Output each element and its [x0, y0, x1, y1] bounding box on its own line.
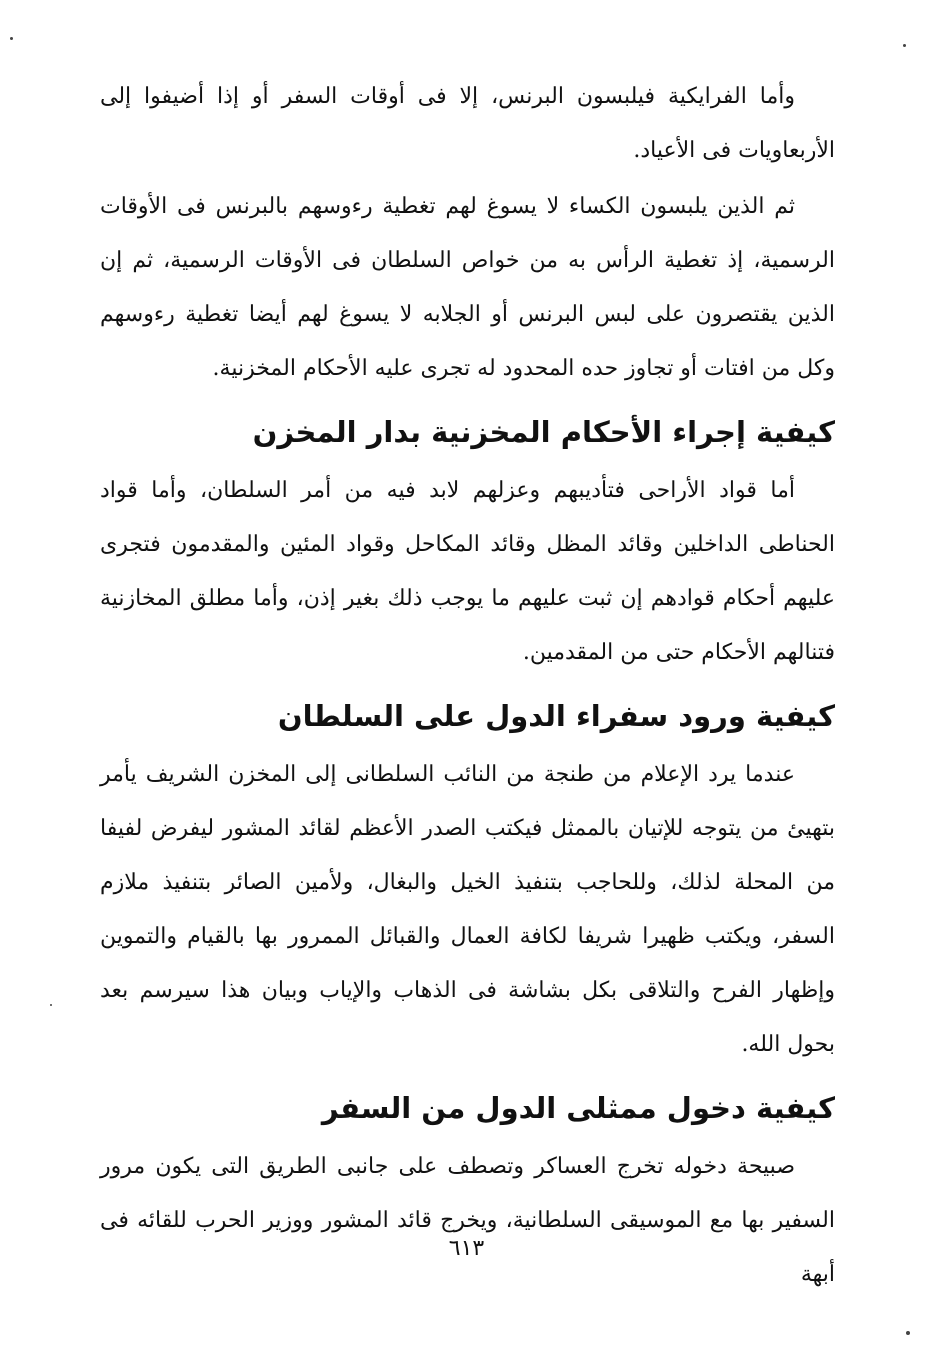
- section-heading: كيفية ورود سفراء الدول على السلطان: [277, 699, 835, 733]
- page-number: ٦١٣: [448, 1236, 485, 1261]
- paragraph: ثم الذين يلبسون الكساء لا يسوغ لهم تغطية رءوسهم بالبرنس فى الأوقات الرسمية، إذ تغطية الرأس به من خواص السلطان فى الأوقات الرسمية، ثم إن الذين يقتصرون على لبس البرنس أو الجلابه لا يسوغ لهم أيضا تغطية رءوسهم وكل من افتات أو تجاوز حده المحدود له تجرى عليه الأحكام المخزنية.: [100, 194, 835, 381]
- section-heading: كيفية دخول ممثلى الدول من السفر: [321, 1091, 835, 1125]
- text-column: [100, 70, 835, 1302]
- paragraph: عندما يرد الإعلام من طنجة من النائب السلطانى إلى المخزن الشريف يأمر بتهيئ من يتوجه للإتيان بالممثل فيكتب الصدر الأعظم لقائد المشور ليفرض لفيفا من المحلة لذلك، وللحاجب بتنفيذ الخيل والبغال، ولأمين الصائر بتنفيذ ملازم السفر، ويكتب ظهيرا شريفا لكافة العمال والقبائل الممرور بها بالقيام والتموين وإظهار الفرح والتلاقى بكل بشاشة فى الذهاب والإياب وبيان هذا سيرسم بعد بحول الله.: [100, 762, 835, 1057]
- paragraph: وأما الفرايكية فيلبسون البرنس، إلا فى أوقات السفر أو إذا أضيفوا إلى الأربعاويات فى الأعياد.: [100, 84, 835, 163]
- scan-speck: [903, 44, 906, 47]
- scan-speck: [10, 37, 13, 40]
- section-heading: كيفية إجراء الأحكام المخزنية بدار المخزن: [252, 415, 835, 449]
- scan-speck: [50, 1004, 52, 1006]
- paragraph: صبيحة دخوله تخرج العساكر وتصطف على جانبى الطريق التى يكون مرور السفير بها مع الموسيقى السلطانية، ويخرج قائد المشور ووزير الحرب للقائه فى أبهة: [100, 1154, 835, 1287]
- paragraph: أما قواد الأراحى فتأديبهم وعزلهم لابد فيه من أمر السلطان، وأما قواد الحناطى الداخلين وقائد المظل وقائد المكاحل وقواد المئين والمقدمون فتجرى عليهم أحكام قوادهم إن ثبت عليهم ما يوجب ذلك بغير إذن، وأما مطلق المخازنية فتنالهم الأحكام حتى من المقدمين.: [100, 478, 835, 665]
- scan-speck: [906, 1331, 910, 1335]
